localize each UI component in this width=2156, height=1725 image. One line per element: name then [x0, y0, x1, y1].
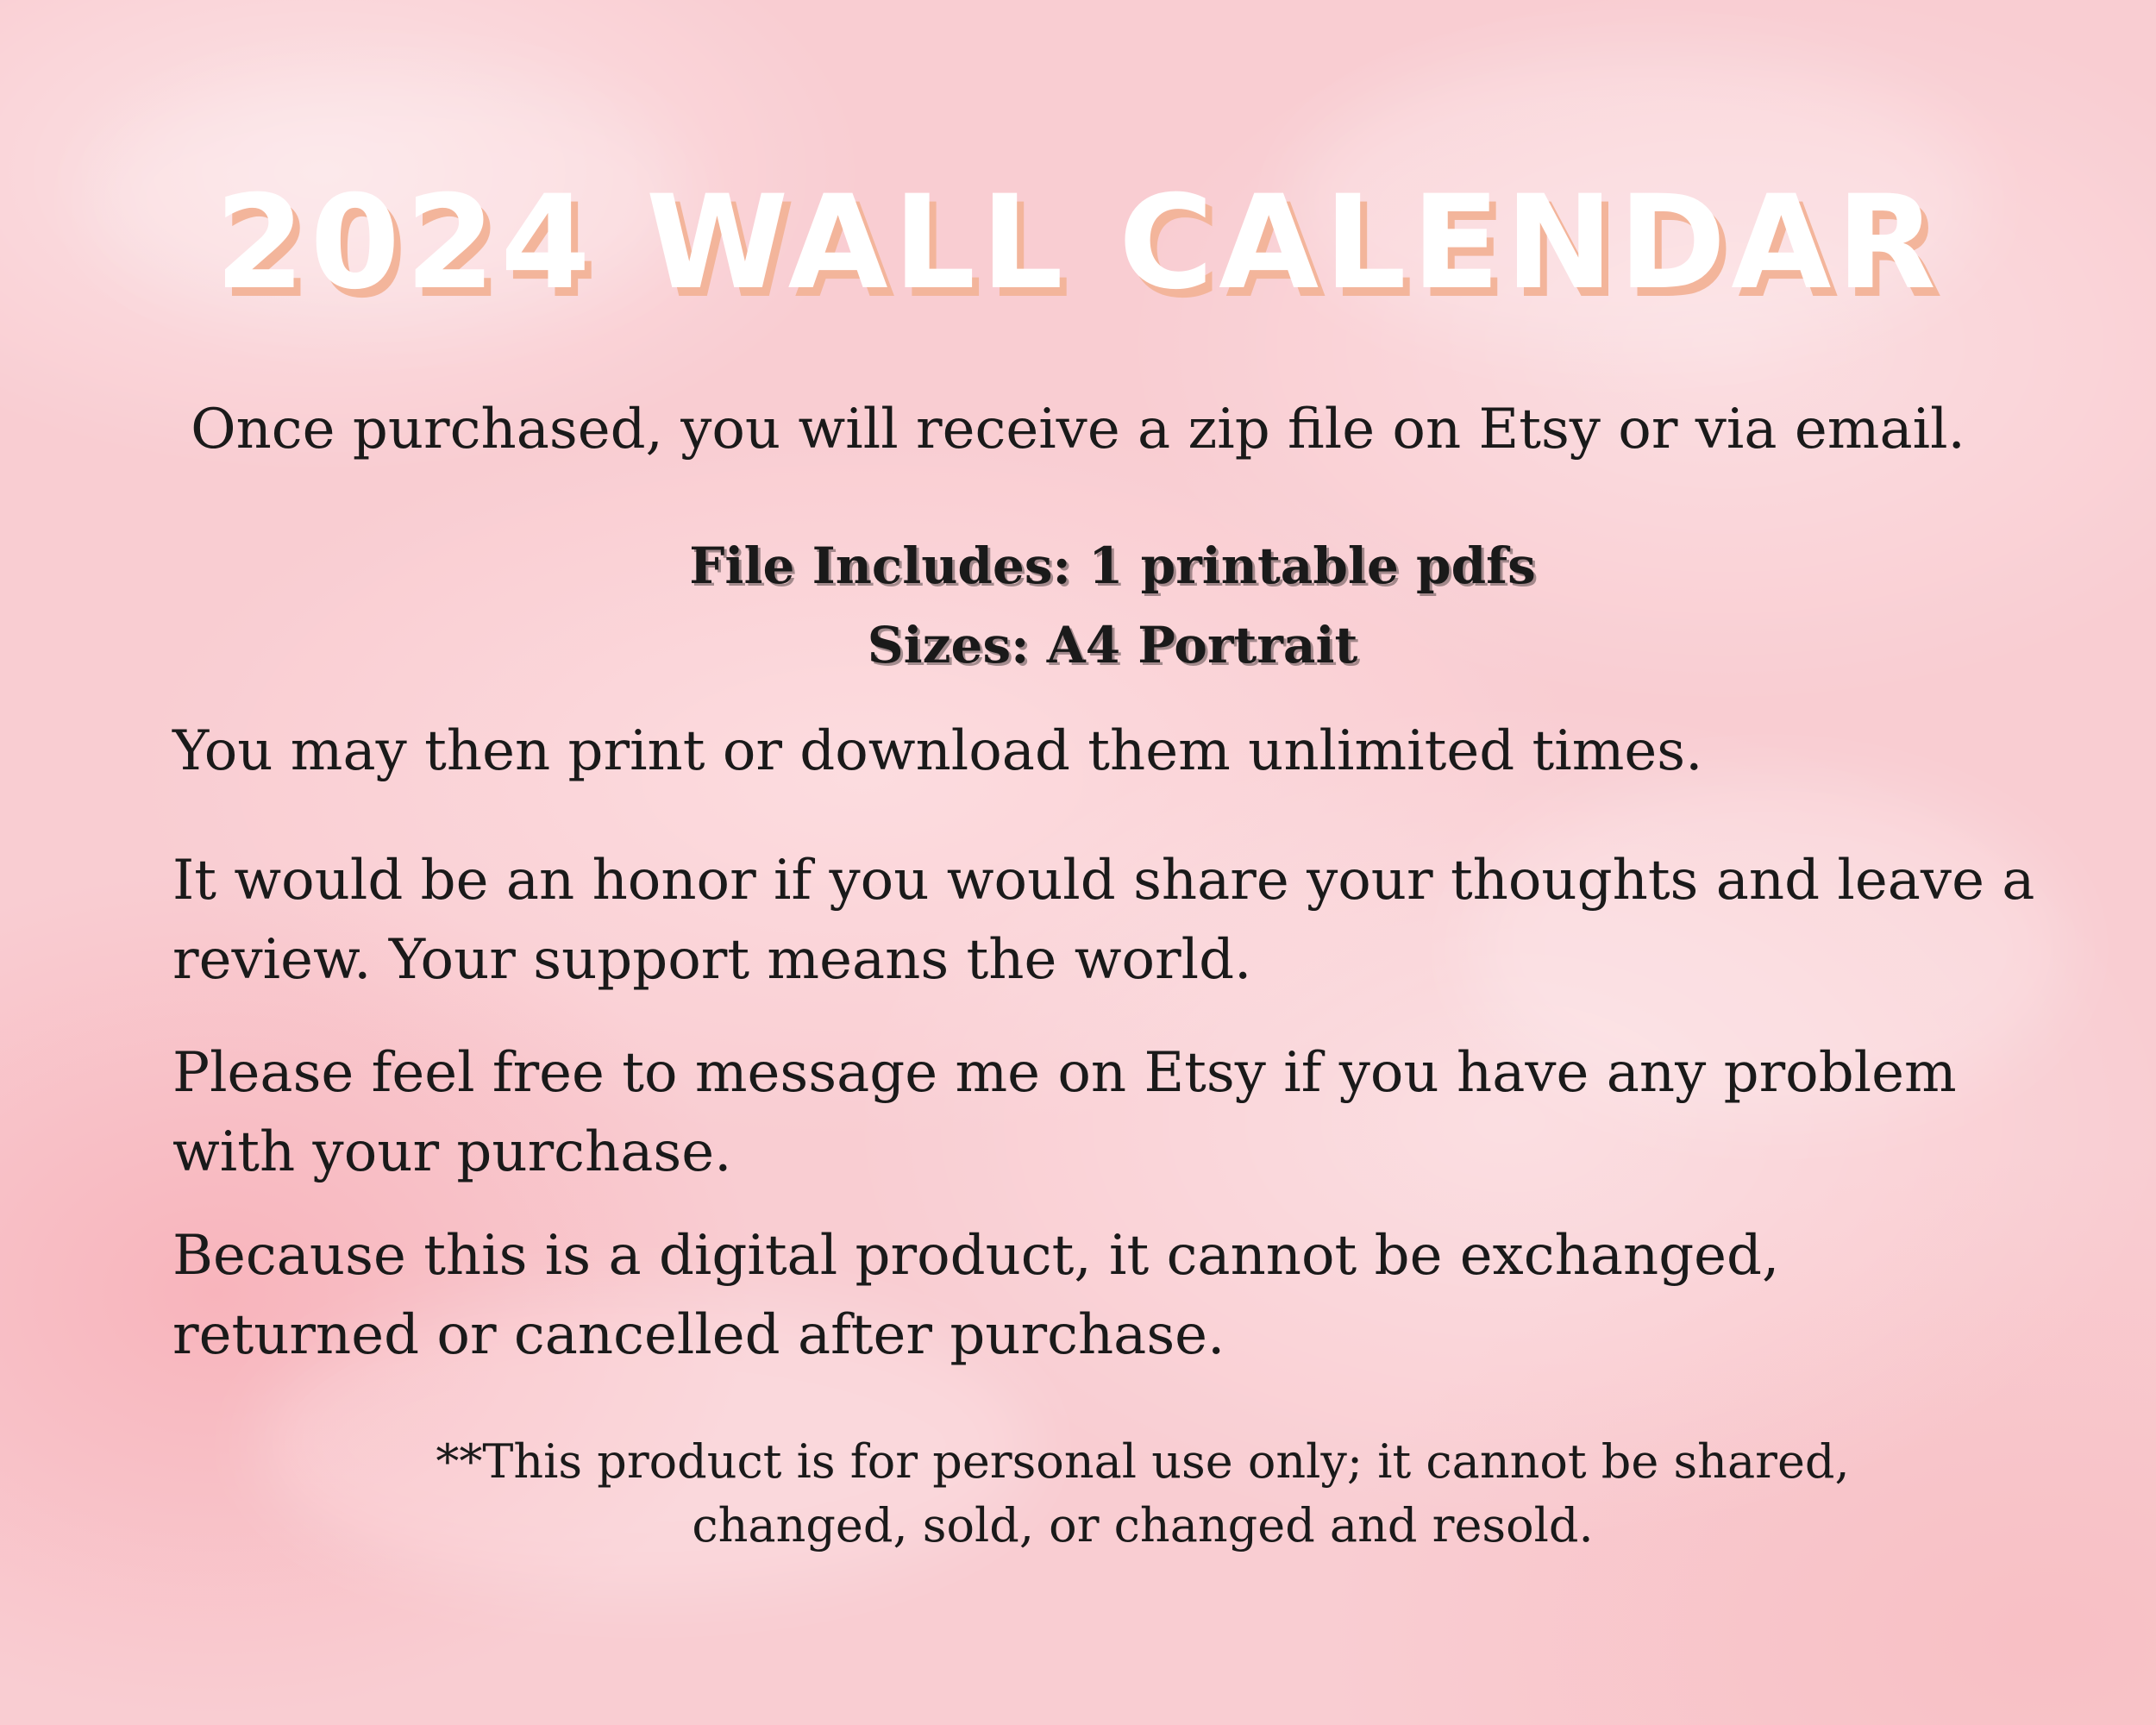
review-request-paragraph: It would be an honor if you would share your thoughts and leave a review. Your support means the world.: [172, 849, 2035, 992]
file-sizes-text: Sizes: A4 Portrait: [867, 616, 1358, 674]
page-title: 2024 WALL CALENDAR: [215, 168, 1941, 318]
print-info-paragraph: You may then print or download them unlimited times.: [172, 719, 1703, 783]
refund-policy-paragraph: Because this is a digital product, it cannot be exchanged, returned or cancelled after purchase.: [172, 1224, 1780, 1367]
file-info: [0, 526, 2156, 685]
personal-use-note: **This product is for personal use only; it cannot be shared, changed, sold, or changed and resold.: [436, 1434, 1850, 1552]
contact-paragraph: Please feel free to message me on Etsy if you have any problem with your purchase.: [172, 1041, 1957, 1184]
intro-text: Once purchased, you will receive a zip file on Etsy or via email.: [191, 398, 1965, 461]
file-includes-text: File Includes: 1 printable pdfs: [689, 536, 1536, 595]
